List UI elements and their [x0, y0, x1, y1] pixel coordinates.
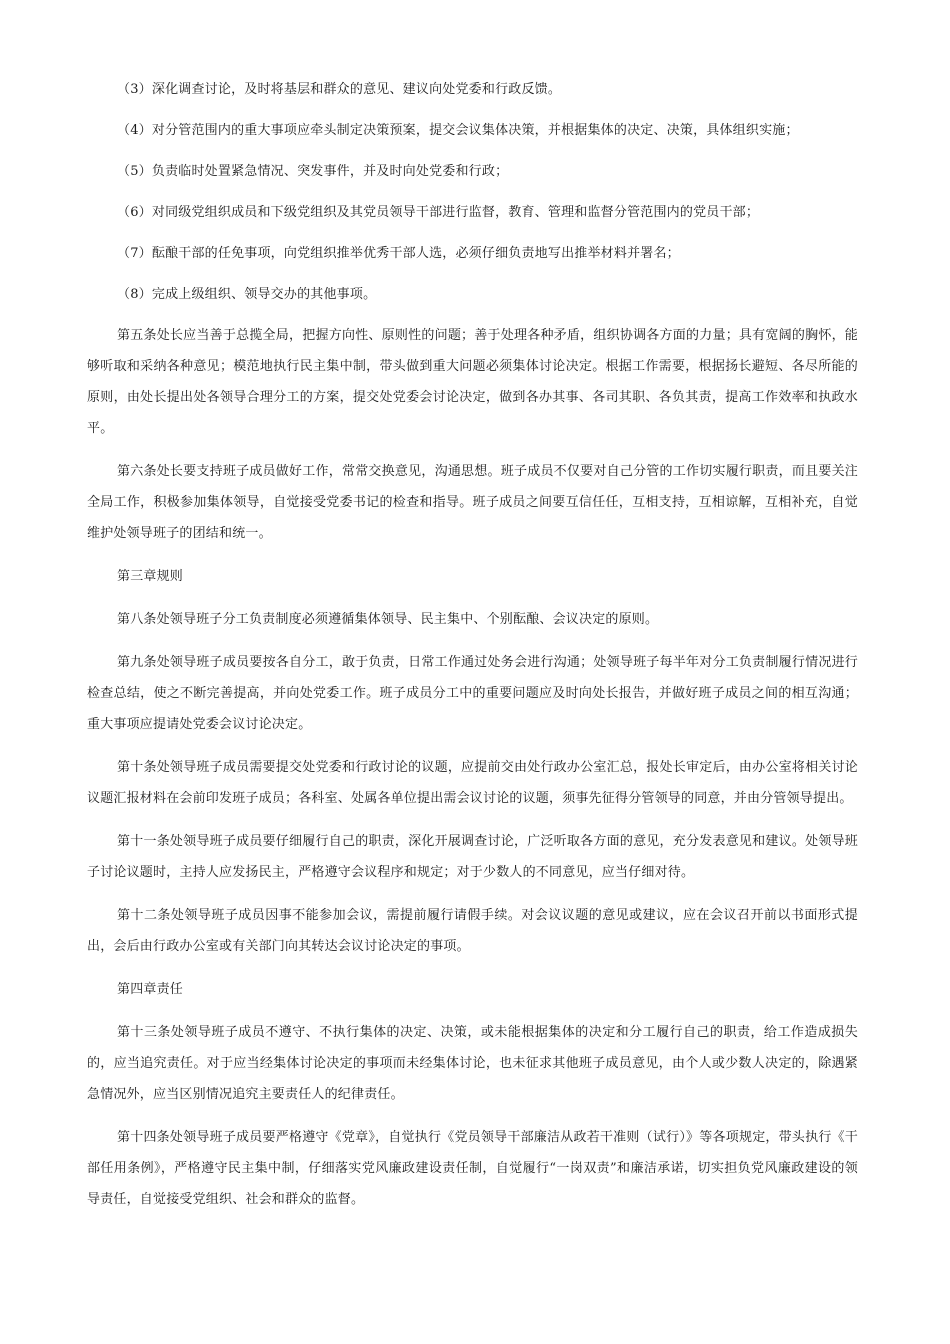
article-10: 第十条处领导班子成员需要提交处党委和行政讨论的议题，应提前交由处行政办公室汇总，报处长审定后，由办公室将相关讨论议题汇报材料在会前印发班子成员；各科室、处属各单位提出需会议讨论的议题，须事先征得分管领导的同意，并由分管领导提出。 [87, 760, 858, 806]
duty-item-8: （8）完成上级组织、领导交办的其他事项。 [117, 287, 377, 302]
chapter-4-heading: 第四章责任 [117, 982, 184, 997]
article-8: 第八条处领导班子分工负责制度必须遵循集体领导、民主集中、个别酝酿、会议决定的原则。 [117, 612, 659, 627]
duty-item-3: （3）深化调查讨论，及时将基层和群众的意见、建议向处党委和行政反馈。 [117, 82, 562, 97]
duty-item-4: （4）对分管范围内的重大事项应牵头制定决策预案，提交会议集体决策，并根据集体的决定、决策，具体组织实施； [117, 123, 799, 138]
duty-item-7: （7）酝酿干部的任免事项，向党组织推举优秀干部人选，必须仔细负责地写出推举材料并署名； [117, 246, 680, 261]
duty-item-5: （5）负责临时处置紧急情况、突发事件，并及时向处党委和行政； [117, 164, 509, 179]
article-5: 第五条处长应当善于总揽全局，把握方向性、原则性的问题；善于处理各种矛盾，组织协调各方面的力量；具有宽阔的胸怀，能够听取和采纳各种意见；模范地执行民主集中制，带头做到重大问题必须集体讨论决定。根据工作需要，根据扬长避短、各尽所能的原则，由处长提出处各领导合理分工的方案，提交处党委会讨论决定，做到各办其事、各司其职、各负其责，提高工作效率和执政水平。 [87, 328, 858, 436]
article-13: 第十三条处领导班子成员不遵守、不执行集体的决定、决策，或未能根据集体的决定和分工履行自己的职责，给工作造成损失的，应当追究责任。对于应当经集体讨论决定的事项而未经集体讨论，也未征求其他班子成员意见，由个人或少数人决定的，除遇紧急情况外，应当区别情况追究主要责任人的纪律责任。 [87, 1025, 858, 1102]
article-9: 第九条处领导班子成员要按各自分工，敢于负责，日常工作通过处务会进行沟通；处领导班子每半年对分工负责制履行情况进行检查总结，使之不断完善提高，并向处党委工作。班子成员分工中的重要问题应及时向处长报告，并做好班子成员之间的相互沟通；重大事项应提请处党委会议讨论决定。 [87, 655, 858, 732]
duty-item-6: （6）对同级党组织成员和下级党组织及其党员领导干部进行监督，教育、管理和监督分管范围内的党员干部； [117, 205, 760, 220]
chapter-3-heading: 第三章规则 [117, 569, 184, 584]
article-6: 第六条处长要支持班子成员做好工作，常常交换意见，沟通思想。班子成员不仅要对自己分管的工作切实履行职责，而且要关注全局工作，积极参加集体领导，自觉接受党委书记的检查和指导。班子成员之间要互信任任，互相支持，互相谅解，互相补充，自觉维护处领导班子的团结和统一。 [87, 464, 858, 541]
article-11: 第十一条处领导班子成员要仔细履行自己的职责，深化开展调查讨论，广泛听取各方面的意见，充分发表意见和建议。处领导班子讨论议题时，主持人应发扬民主，严格遵守会议程序和规定；对于少数人的不同意见，应当仔细对待。 [87, 834, 858, 880]
article-12: 第十二条处领导班子成员因事不能参加会议，需提前履行请假手续。对会议议题的意见或建议，应在会议召开前以书面形式提出，会后由行政办公室或有关部门向其转达会议讨论决定的事项。 [87, 908, 858, 954]
article-14: 第十四条处领导班子成员要严格遵守《党章》，自觉执行《党员领导干部廉洁从政若干准则（试行）》等各项规定，带头执行《干部任用条例》，严格遵守民主集中制，仔细落实党风廉政建设责任制，自觉履行“一岗双责”和廉洁承诺，切实担负党风廉政建设的领导责任，自觉接受党组织、社会和群众的监督。 [87, 1130, 858, 1207]
